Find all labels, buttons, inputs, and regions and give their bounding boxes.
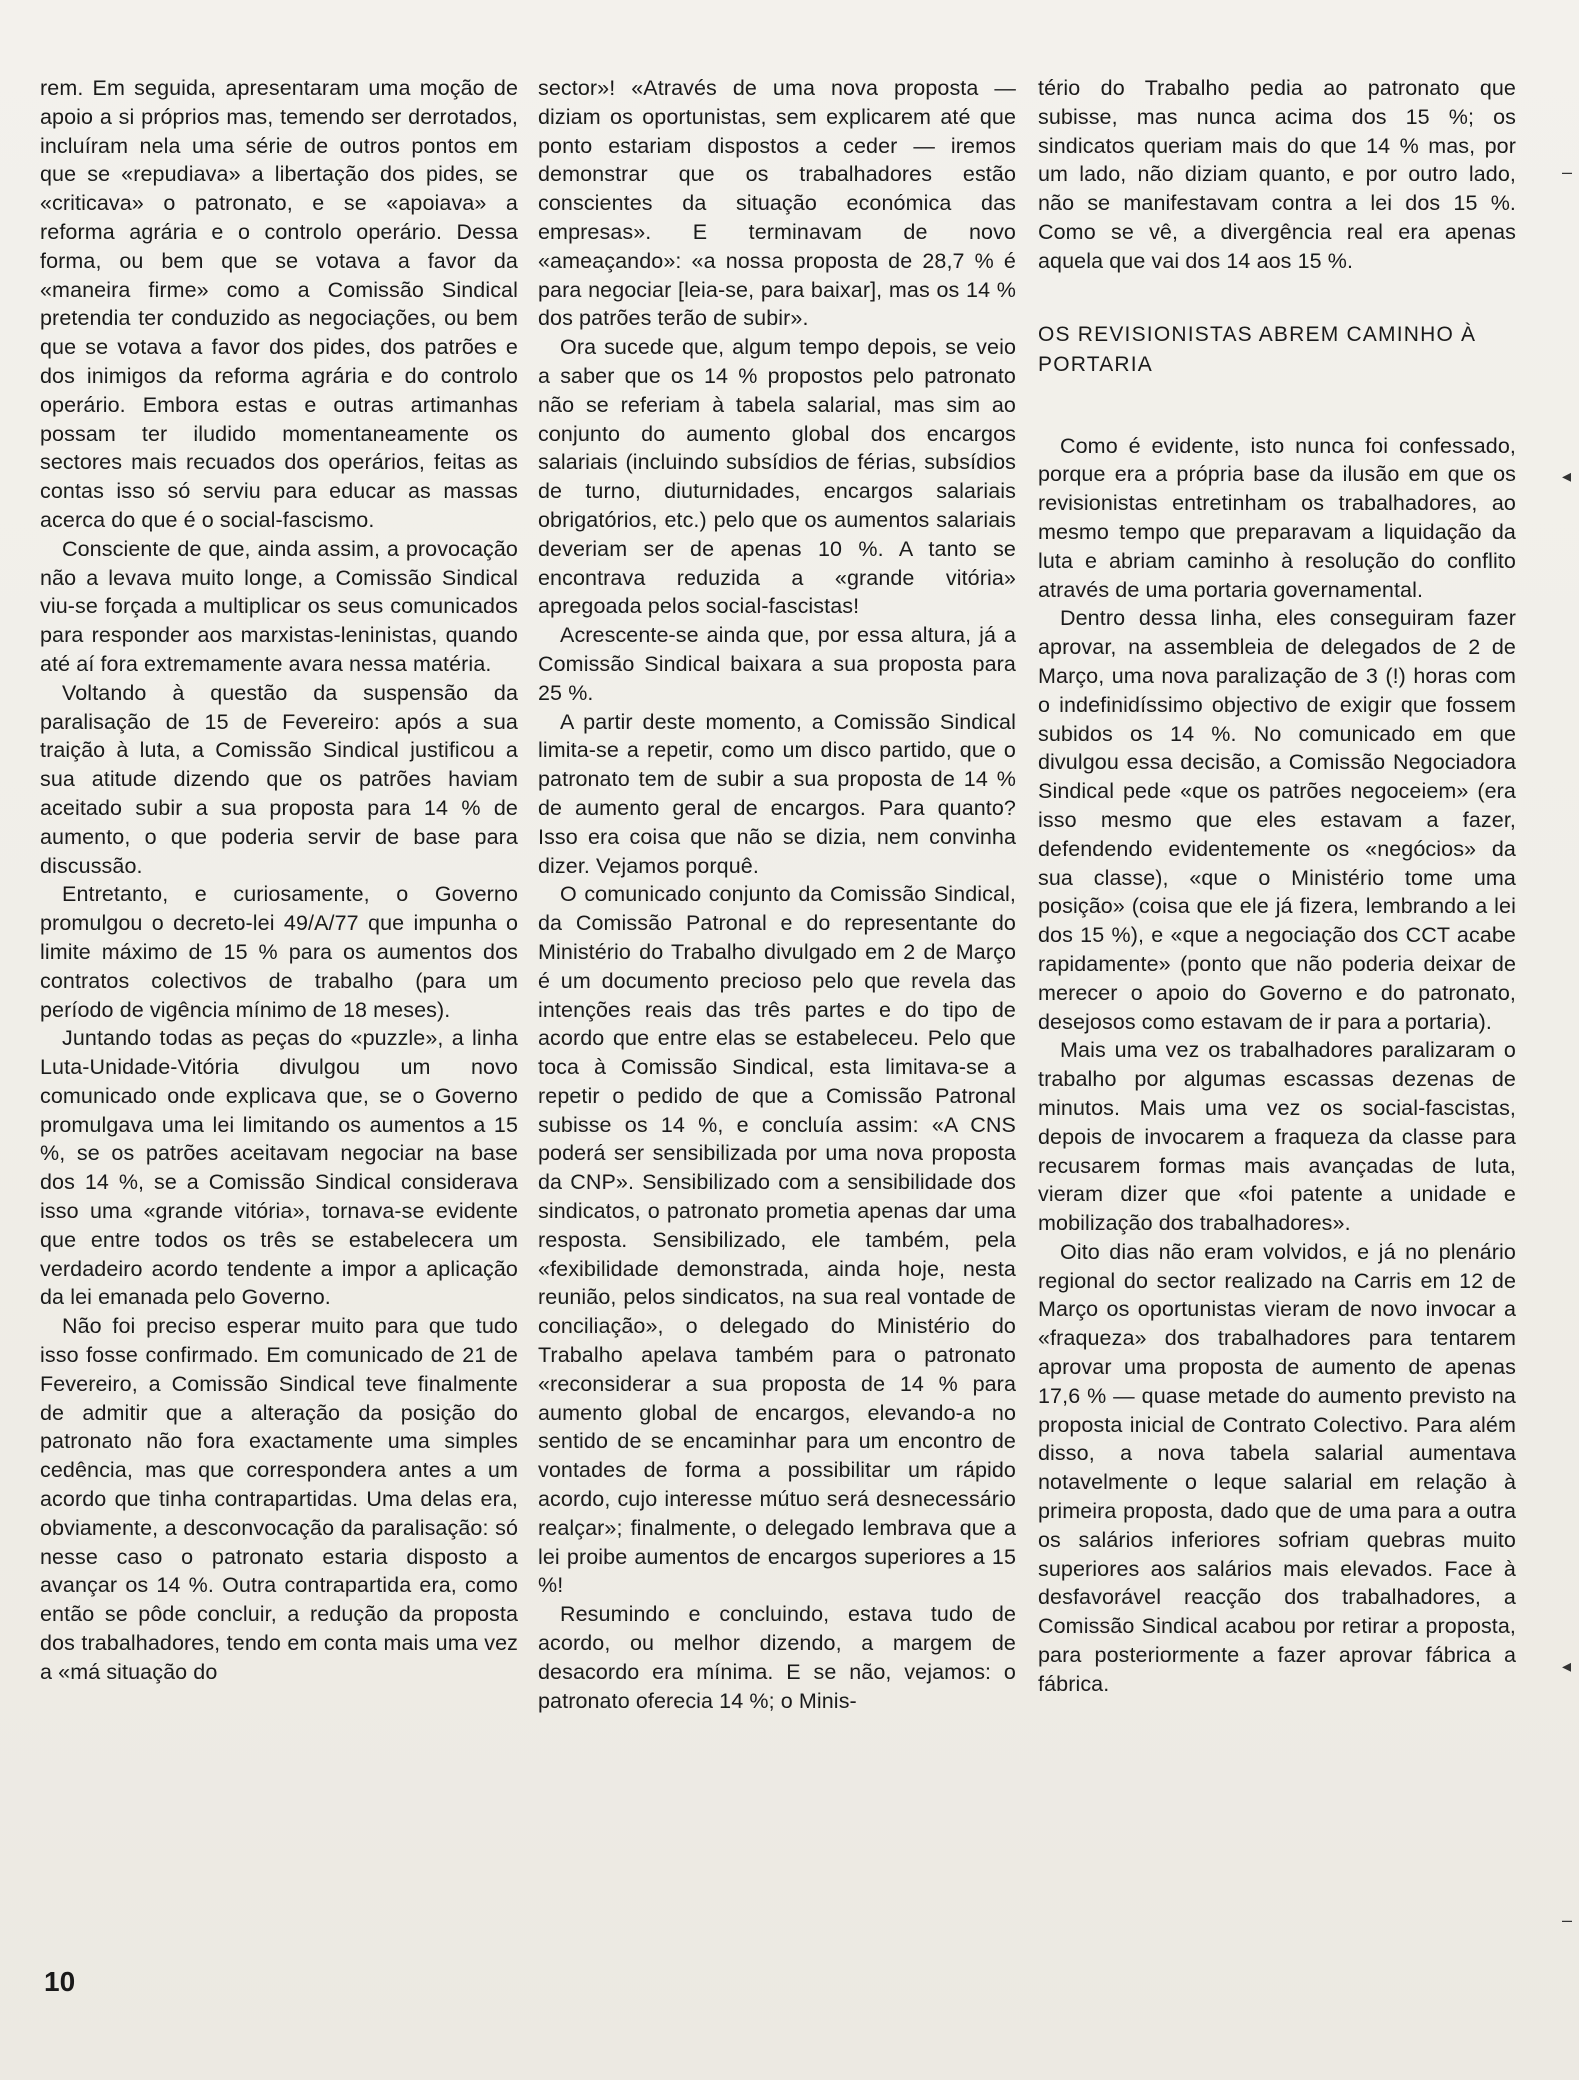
- section-heading: OS REVISIONISTAS ABREM CAMINHO À PORTARIA: [1038, 322, 1477, 376]
- paragraph: Juntando todas as peças do «puzzle», a linha Luta-Unidade-Vitória divulgou um novo comunicado onde explicava que, se o Governo promulgava uma lei limitando os aumentos a 15 %, se os patrões aceitavam negociar na base dos 14 %, se a Comissão Sindical considerava isso uma «grande vitória», tornava-se evidente que entre todos os três se estabelecera um verdadeiro acordo tendente a impor a aplicação da lei emanada pelo Governo.: [40, 1026, 518, 1310]
- paragraph: Dentro dessa linha, eles conseguiram fazer aprovar, na assembleia de delegados de 2 de Março, uma nova paralização de 3 (!) horas com o indefinidíssimo objectivo de exigir que fossem subidos os 14 %. No comunicado em que divulgou essa decisão, a Comissão Negociadora Sindical pede «que os patrões negoceiem» (era isso mesmo que eles estavam a fazer, defendendo evidentemente os «negócios» da sua classe), «que o Ministério tome uma posição» (coisa que ele já fizera, lembrando a lei dos 15 %), e «que a negociação dos CCT acabe rapidamente» (ponto que não poderia deixar de merecer o apoio do Governo e do patronato, desejosos como estavam de ir para a portaria).: [1038, 606, 1516, 1034]
- paragraph: sector»! «Através de uma nova proposta — diziam os oportunistas, sem explicarem até que ponto estariam dispostos a ceder — iremos demonstrar que os trabalhadores estão conscientes da situação económica das empresas». E terminavam de novo «ameaçando»: «a nossa proposta de 28,7 % é para negociar [leia-se, para baixar], mas os 14 % dos patrões terão de subir».: [538, 76, 1016, 331]
- paragraph: Como é evidente, isto nunca foi confessado, porque era a própria base da ilusão em que os revisionistas entretinham os trabalhadores, ao mesmo tempo que preparavam a liquidação da luta e abriam caminho à resolução do conflito através de uma portaria governamental.: [1038, 433, 1516, 602]
- text-column-1: [40, 74, 518, 1687]
- text-column-3: [1038, 74, 1516, 1699]
- paragraph: Não foi preciso esperar muito para que tudo isso fosse confirmado. Em comunicado de 21 de Fevereiro, a Comissão Sindical teve finalmente de admitir que a alteração da posição do patronato não fora exactamente uma simples cedência, mas que correspondera antes a um acordo que tinha contrapartidas. Uma delas era, obviamente, a desconvocação da paralisação: só nesse caso o patronato estaria disposto a avançar os 14 %. Outra contrapartida era, como então se pôde concluir, a redução da proposta dos trabalhadores, tendo em conta mais uma vez a «má situação do: [40, 1314, 518, 1684]
- margin-dash-mark: –: [1562, 162, 1573, 182]
- paragraph: rem. Em seguida, apresentaram uma moção de apoio a si próprios mas, temendo ser derrotados, incluíram nela uma série de outros pontos em que se «repudiava» a libertação dos pides, se «criticava» o patronato, e se «apoiava» a reforma agrária e o controlo operário. Dessa forma, ou bem que se votava a favor da «maneira firme» como a Comissão Sindical pretendia ter conduzido as negociações, ou bem que se votava a favor dos pides, dos patrões e dos inimigos da reforma agrária e do controlo operário. Embora estas e outras artimanhas possam ter iludido momentaneamente os sectores mais recuados dos operários, feitas as contas isso só serviu para educar as massas acerca do que é o social-fascismo.: [40, 76, 518, 532]
- paragraph: Acrescente-se ainda que, por essa altura, já a Comissão Sindical baixara a sua proposta para 25 %.: [538, 623, 1016, 705]
- paragraph: tério do Trabalho pedia ao patronato que subisse, mas nunca acima dos 15 %; os sindicatos queriam mais do que 14 % mas, por um lado, não diziam quanto, e por outro lado, não se manifestavam contra a lei dos 15 %. Como se vê, a divergência real era apenas aquela que vai dos 14 aos 15 %.: [1038, 76, 1516, 273]
- paragraph: Resumindo e concluindo, estava tudo de acordo, ou melhor dizendo, a margem de desacordo era mínima. E se não, vejamos: o patronato oferecia 14 %; o Minis-: [538, 1602, 1016, 1713]
- margin-dash-mark: –: [1562, 1910, 1573, 1930]
- paragraph: O comunicado conjunto da Comissão Sindical, da Comissão Patronal e do representante do Ministério do Trabalho divulgado em 2 de Março é um documento precioso pelo que revela das intenções reais das três partes e do tipo de acordo que entre elas se estabeleceu. Pelo que toca à Comissão Sindical, esta limitava-se a repetir o pedido de que a Comissão Patronal subisse os 14 %, e concluía assim: «A CNS poderá ser sensibilizada por uma nova proposta da CNP». Sensibilizado com a sensibilidade dos sindicatos, o patronato prometia apenas dar uma resposta. Sensibilizado, ele também, pela «fexibilidade demonstrada, ainda hoje, nesta reunião, pelos sindicatos, na sua real vontade de conciliação», o delegado do Ministério do Trabalho apelava também para o patronato «reconsiderar a sua proposta de 14 % para aumento global de encargos, elevando-a no sentido de se encaminhar para um encontro de vontades de forma a possibilitar um rápido acordo, cujo interesse mútuo será desnecessário realçar»; finalmente, o delegado lembrava que a lei proibe aumentos de encargos superiores a 15 %!: [538, 882, 1016, 1598]
- margin-arrow-mark: ◂: [1562, 1656, 1572, 1676]
- paragraph: Voltando à questão da suspensão da paralisação de 15 de Fevereiro: após a sua traição à luta, a Comissão Sindical justificou a sua atitude dizendo que os patrões haviam aceitado subir a sua proposta para 14 % de aumento, o que poderia servir de base para discussão.: [40, 680, 518, 878]
- paragraph: A partir deste momento, a Comissão Sindical limita-se a repetir, como um disco partido, que o patronato tem de subir a sua proposta de 14 % de aumento geral de encargos. Para quanto? Isso era coisa que não se dizia, nem convinha dizer. Vejamos porquê.: [538, 709, 1016, 878]
- margin-arrow-mark: ◂: [1562, 466, 1572, 486]
- text-column-2: [538, 74, 1016, 1715]
- paragraph: Entretanto, e curiosamente, o Governo promulgou o decreto-lei 49/A/77 que impunha o limite máximo de 15 % para os aumentos dos contratos colectivos de trabalho (para um período de vigência mínimo de 18 meses).: [40, 882, 518, 1022]
- paragraph: Consciente de que, ainda assim, a provocação não a levava muito longe, a Comissão Sindical viu-se forçada a multiplicar os seus comunicados para responder aos marxistas-leninistas, quando até aí fora extremamente avara nessa matéria.: [40, 536, 518, 676]
- paragraph: Oito dias não eram volvidos, e já no plenário regional do sector realizado na Carris em 12 de Março os oportunistas vieram de novo invocar a «fraqueza» dos trabalhadores para tentarem aprovar uma proposta de aumento de apenas 17,6 % — quase metade do aumento previsto na proposta inicial de Contrato Colectivo. Para além disso, a nova tabela salarial aumentava notavelmente o leque salarial em relação à primeira proposta, dado que de uma para a outra os salários inferiores sofriam quebras muito superiores aos salários mais elevados. Face à desfavorável reacção dos trabalhadores, a Comissão Sindical acabou por retirar a proposta, para posteriormente a fazer aprovar fábrica a fábrica.: [1038, 1239, 1516, 1696]
- page-number: 10: [44, 1966, 76, 1997]
- paragraph: Mais uma vez os trabalhadores paralizaram o trabalho por algumas escassas dezenas de minutos. Mais uma vez os social-fascistas, depois de invocarem a fraqueza da classe para recusarem formas mais avançadas de luta, vieram dizer que «foi patente a unidade e mobilização dos trabalhadores».: [1038, 1038, 1516, 1236]
- paragraph: Ora sucede que, algum tempo depois, se veio a saber que os 14 % propostos pelo patronato não se referiam à tabela salarial, mas sim ao conjunto do aumento global dos encargos salariais (incluindo subsídios de férias, subsídios de turno, diuturnidades, encargos salariais obrigatórios, etc.) pelo que os aumentos salariais deveriam ser de apenas 10 %. A tanto se encontrava reduzida a «grande vitória» apregoada pelos social-fascistas!: [538, 335, 1016, 619]
